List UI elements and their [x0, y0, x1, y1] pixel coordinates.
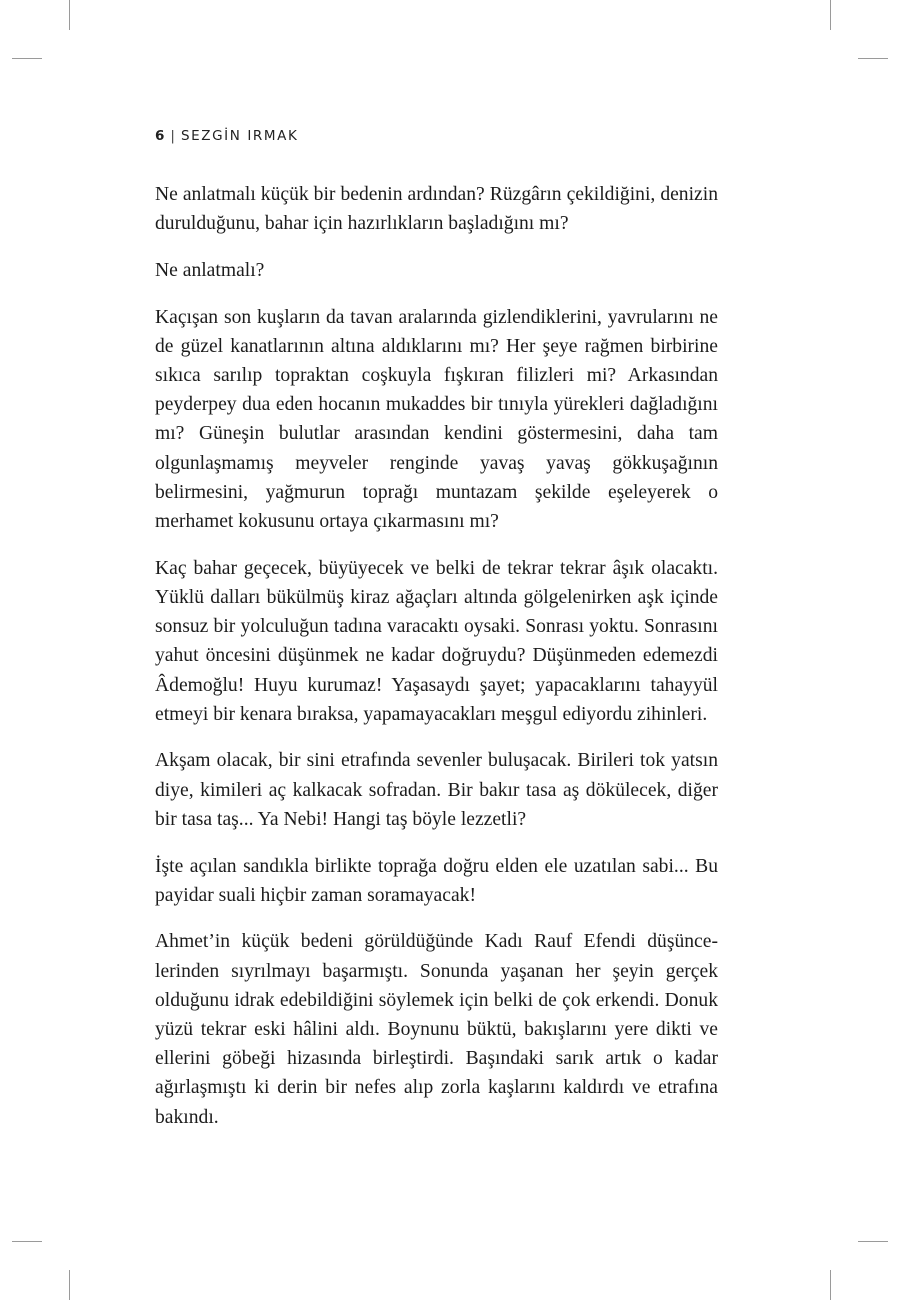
paragraph: Ne anlatmalı?	[155, 259, 265, 281]
running-head	[155, 128, 298, 144]
crop-mark-top-right-horizontal	[858, 58, 888, 59]
paragraph: Kaçışan son kuşların da tavan aralarında gizlendiklerini, yavrularını ne de güzel kanatlarının altına aldıklarını mı? Her şeye rağmen birbirine sıkıca sarılıp topraktan coşkuyla fışkıran filizleri mi? Arkasından peyderpey dua eden hocanın mukaddes bir tınıyla yürekleri dağladığını mı? Güneşin bulutlar arasından kendini göstermesini, daha tam olgunlaşmamış meyveler renginde yavaş yavaş gökkuşağının belirmesini, yağmurun toprağı muntazam şekilde eşeleyerek o merhamet kokusunu ortaya çıkarmasını mı?	[155, 306, 718, 533]
body-text	[155, 180, 718, 1149]
crop-mark-bottom-right-vertical	[830, 1270, 831, 1300]
crop-mark-bottom-left-horizontal	[12, 1241, 42, 1242]
paragraph: Akşam olacak, bir sini etrafında sevenler buluşacak. Birileri tok yatsın diye, kimileri aç kalkacak sofradan. Bir bakır tasa aş dökülecek, diğer bir tasa taş... Ya Nebi! Hangi taş böyle lezzetli?	[155, 750, 718, 830]
crop-mark-top-left-vertical	[69, 0, 70, 30]
paragraph: Ne anlatmalı küçük bir bedenin ardından? Rüzgârın çekildiğini, denizin durulduğunu, bahar için hazırlıkların başladığını mı?	[155, 184, 718, 235]
crop-mark-top-right-vertical	[830, 0, 831, 30]
crop-mark-bottom-left-vertical	[69, 1270, 70, 1300]
author-name: SEZGİN IRMAK	[180, 128, 299, 144]
paragraph: Kaç bahar geçecek, büyüyecek ve belki de tekrar tekrar âşık olacaktı. Yüklü dalları bükülmüş kiraz ağaçları altında gölgelenirken aşk içinde sonsuz bir yolculuğun tadına varacaktı oysaki. Sonrası yoktu. Sonrasını yahut öncesini düşünmek ne kadar doğruydu? Düşünmeden edemezdi Âdemoğlu! Huyu kurumaz! Yaşasaydı şayet; yapacaklarını tahayyül etmeyi bir kenara bıraksa, yapamayacakları meşgul ediyordu zihinleri.	[155, 557, 718, 725]
crop-mark-top-left-horizontal	[12, 58, 42, 59]
page-number: 6	[155, 128, 165, 144]
paragraph: Ahmet’in küçük bedeni görüldüğünde Kadı Rauf Efendi düşüncelerinden sıyrılmayı başarmıştı. Sonunda yaşanan her şeyin gerçek olduğunu idrak edebildiğini söylemek için belki de çok erkendi. Donuk yüzü tekrar eski hâlini aldı. Boynunu büktü, bakışlarını yere dikti ve ellerini göbeği hizasında birleştirdi. Başındaki sarık artık o kadar ağırlaşmıştı ki derin bir nefes alıp zorla kaşlarını kaldırdı ve etrafına bakındı.	[155, 931, 718, 1128]
crop-mark-bottom-right-horizontal	[858, 1241, 888, 1242]
header-separator: |	[170, 128, 175, 144]
paragraph: İşte açılan sandıkla birlikte toprağa doğru elden ele uzatılan sabi... Bu payidar suali hiçbir zaman soramayacak!	[155, 855, 718, 906]
